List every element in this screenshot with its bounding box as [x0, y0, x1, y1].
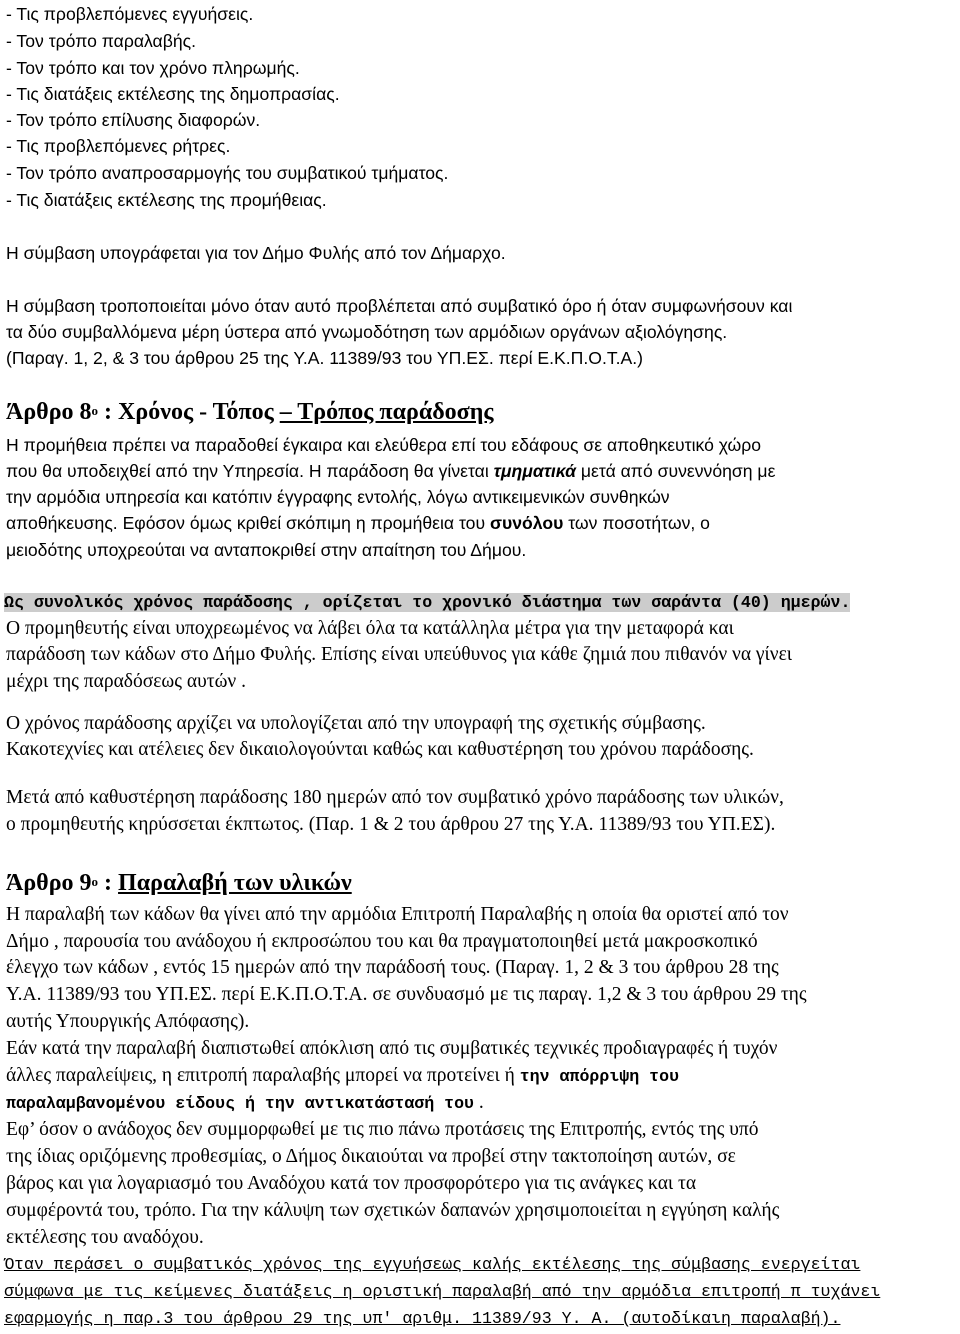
total-delivery-time: Ως συνολικός χρόνος παράδοσης , ορίζεται το χρονικό διάστημα των σαράντα (40) ημερών. — [4, 593, 851, 612]
article-9-text-line: Δήμο , παρουσία του ανάδοχου ή εκπροσώπου του και θα πραγματοποιηθεί μετά μακροσκοπικό — [6, 931, 758, 952]
article-9-text-line: έλεγχο των κάδων , εντός 15 ημερών από την παράδοσή τους. (Παραγ. 1, 2 & 3 του άρθρου 28 της — [6, 957, 779, 978]
list-item: - Τον τρόπο παραλαβής. — [6, 31, 196, 51]
article-9-text-line: αυτής Υπουργικής Απόφασης). — [6, 1011, 250, 1032]
list-item: - Τις προβλεπόμενες ρήτρες. — [6, 136, 231, 156]
modification-paragraph-line: τα δύο συμβαλλόμενα μέρη ύστερα από γνωμοδότηση των αρμόδιων οργάνων αξιολόγησης. — [6, 322, 728, 342]
article-9-heading: Άρθρο $9^o$ : Παραλαβή των υλικών — [6, 870, 352, 896]
article-8-start-line: Κακοτεχνίες και ατέλειες δεν δικαιολογούνται καθώς και καθυστέρηση του χρόνου παράδοσης. — [6, 739, 754, 760]
final-acceptance-line: εφαρμογής η παρ.3 του άρθρου 29 της υπ' αριθμ. 11389/93 Υ. Α. (αυτοδίκαιη παραλαβή). — [4, 1309, 841, 1328]
article-8-delay-line: Μετά από καθυστέρηση παράδοσης 180 ημερών από τον συμβατικό χρόνο παράδοσης των υλικών, — [6, 787, 784, 808]
modification-paragraph-line: (Παραγ. 1, 2, & 3 του άρθρου 25 της Υ.Α. 11389/93 του ΥΠ.ΕΣ. περί Ε.Κ.Π.Ο.Τ.Α.) — [6, 348, 644, 368]
article-8-delay-line: ο προμηθευτής κηρύσσεται έκπτωτος. (Παρ. 1 & 2 του άρθρου 27 της Υ.Α. 11389/93 του ΥΠ.ΕΣ). — [6, 814, 776, 835]
final-acceptance-line: σύμφωνα με τις κείμενες διατάξεις η οριστική παραλαβή από την αρμόδια επιτροπή π τυχάνει — [4, 1282, 881, 1301]
article-8-text-line: μειοδότης υποχρεούται να ανταποκριθεί στην απαίτηση του Δήμου. — [6, 540, 527, 560]
list-item: - Τον τρόπο επίλυσης διαφορών. — [6, 110, 261, 130]
article-9-text-line: Η παραλαβή των κάδων θα γίνει από την αρμόδια Επιτροπή Παραλαβής η οποία θα οριστεί από τον — [6, 904, 789, 925]
article-8-start-line: Ο χρόνος παράδοσης αρχίζει να υπολογίζεται από την υπογραφή της σχετικής σύμβασης. — [6, 713, 706, 734]
article-9-text-line: εκτέλεσης του αναδόχου. — [6, 1227, 204, 1248]
list-item: - Τις διατάξεις εκτέλεσης της δημοπρασίας. — [6, 84, 340, 104]
list-item: - Τις διατάξεις εκτέλεσης της προμήθειας. — [6, 190, 327, 210]
article-8-obligations-line: μέχρι της παραδόσεως αυτών . — [6, 671, 246, 692]
article-8-text-line: που θα υποδειχθεί από την Υπηρεσία. Η παράδοση θα γίνεται τμηματικά μετά από συνεννόηση με — [6, 461, 776, 481]
list-item: - Τον τρόπο και τον χρόνο πληρωμής. — [6, 58, 300, 78]
final-acceptance-line: Όταν περάσει ο συμβατικός χρόνος της εγγυήσεως καλής εκτέλεσης της σύμβασης ενεργείται — [4, 1255, 861, 1274]
article-9-text-line: συμφέροντά του, τρόπο. Για την κάλυψη των σχετικών δαπανών χρησιμοποιείται η εγγύηση καλής — [6, 1200, 780, 1221]
article-8-text-line: Η προμήθεια πρέπει να παραδοθεί έγκαιρα και ελεύθερα επί του εδάφους σε αποθηκευτικό χώρο — [6, 435, 762, 455]
article-8-heading: Άρθρο $8^o$ : Χρόνος - Τόπος – Τρόπος παράδοσης — [6, 399, 494, 425]
article-9-text-line: Εφ’ όσον ο ανάδοχος δεν συμμορφωθεί με τις πιο πάνω προτάσεις της Επιτροπής, εντός της υπό — [6, 1119, 759, 1140]
article-8-text-line: αποθήκευσης. Εφόσον όμως κριθεί σκόπιμη η προμήθεια του συνόλου των ποσοτήτων, ο — [6, 513, 710, 533]
article-8-text-line: την αρμόδια υπηρεσία και κατόπιν έγγραφης εντολής, λόγω αντικειμενικών συνθηκών — [6, 487, 670, 507]
list-item: - Τον τρόπο αναπροσαρμογής του συμβατικού τμήματος. — [6, 163, 449, 183]
article-8-obligations-line: Ο προμηθευτής είναι υποχρεωμένος να λάβει όλα τα κατάλληλα μέτρα για την μεταφορά και — [6, 618, 734, 639]
article-9-text-line: Υ.Α. 11389/93 του ΥΠ.ΕΣ. περί Ε.Κ.Π.Ο.Τ.Α. σε συνδυασμό με τις παραγ. 1,2 & 3 του άρθρου 29 της — [6, 984, 807, 1005]
article-9-text-line: βάρος και για λογαριασμό του Αναδόχου κατά τον προσφορότερο για τις ανάγκες και τα — [6, 1173, 697, 1194]
signature-paragraph: Η σύμβαση υπογράφεται για τον Δήμο Φυλής από τον Δήμαρχο. — [6, 243, 506, 263]
list-item: - Τις προβλεπόμενες εγγυήσεις. — [6, 4, 254, 24]
modification-paragraph-line: Η σύμβαση τροποποιείται μόνο όταν αυτό προβλέπεται από συμβατικό όρο ή όταν συμφωνήσουν και — [6, 296, 793, 316]
article-8-obligations-line: παράδοση των κάδων στο Δήμο Φυλής. Επίσης είναι υπεύθυνος για κάθε ζημιά που πιθανόν να γίνει — [6, 644, 793, 665]
article-9-text-line: Εάν κατά την παραλαβή διαπιστωθεί απόκλιση από τις συμβατικές τεχνικές προδιαγραφές ή τυχόν — [6, 1038, 778, 1059]
article-9-text-line: της ίδιας οριζόμενης προθεσμίας, ο Δήμος δικαιούται να προβεί στην τακτοποίηση αυτών, σε — [6, 1146, 736, 1167]
article-9-text-line: παραλαμβανομένου είδους ή την αντικατάστασή του . — [6, 1092, 484, 1113]
article-9-text-line: άλλες παραλείψεις, η επιτροπή παραλαβής μπορεί να προτείνει ή την απόρριψη του — [6, 1065, 680, 1086]
